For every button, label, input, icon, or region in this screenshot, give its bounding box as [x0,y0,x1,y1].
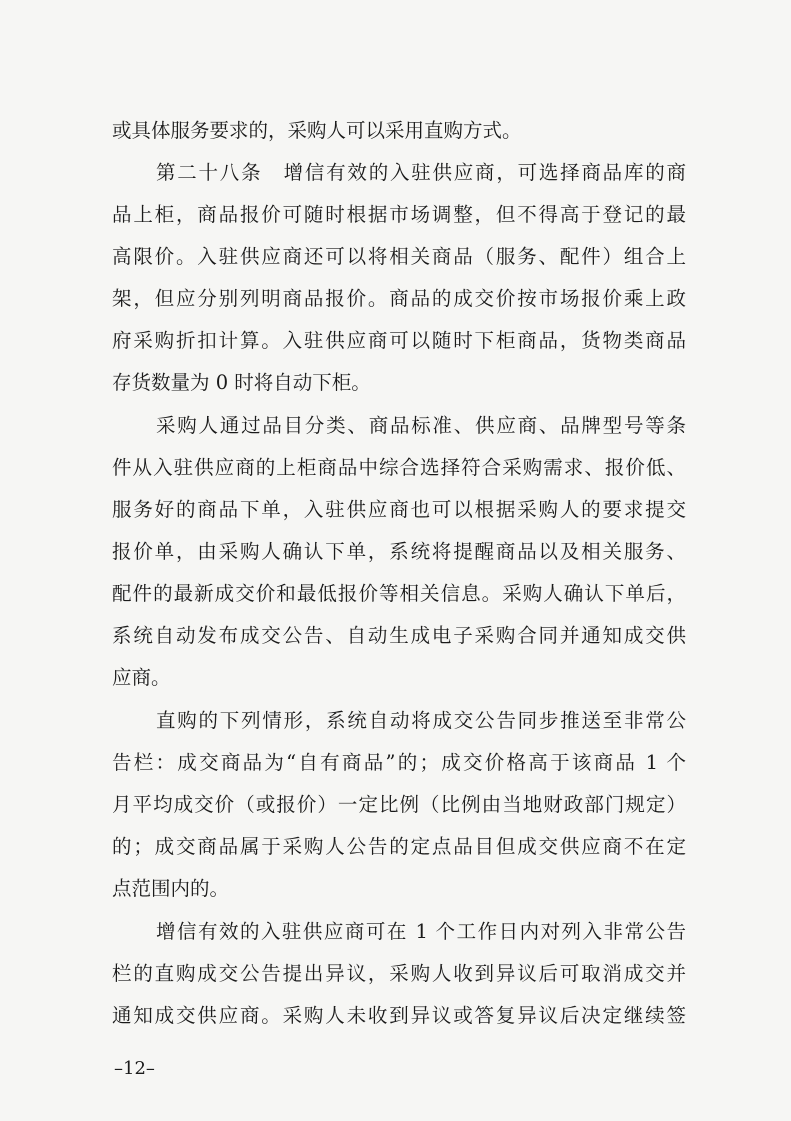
text-line: 栏的直购成交公告提出异议，采购人收到异议后可取消成交并 [112,962,686,985]
text-line: 件从入驻供应商的上柜商品中综合选择符合采购需求、报价低、 [112,456,686,479]
text-line: 府采购折扣计算。入驻供应商可以随时下柜商品，货物类商品 [112,329,686,352]
text-line: 品上柜，商品报价可随时根据市场调整，但不得高于登记的最 [112,203,686,226]
text-line: 月平均成交价（或报价）一定比例（比例由当地财政部门规定） [112,793,686,816]
paragraph-start-line: 直购的下列情形，系统自动将成交公告同步推送至非常公 [156,709,686,732]
text-line: 的；成交商品属于采购人公告的定点品目但成交供应商不在定 [112,835,686,858]
text-line: 高限价。入驻供应商还可以将相关商品（服务、配件）组合上 [112,245,686,268]
text-line: 架，但应分别列明商品报价。商品的成交价按市场报价乘上政 [112,287,686,310]
text-line: 存货数量为 0 时将自动下柜。 [112,371,371,394]
text-line: 通知成交供应商。采购人未收到异议或答复异议后决定继续签 [112,1004,686,1027]
text-line: 系统自动发布成交公告、自动生成电子采购合同并通知成交供 [112,624,686,647]
paragraph-start-line: 增信有效的入驻供应商可在 1 个工作日内对列入非常公告 [156,920,686,943]
text-line: 应商。 [112,666,171,689]
article-28-heading-line: 第二十八条 增信有效的入驻供应商，可选择商品库的商 [156,161,686,184]
page-number: –12– [114,1058,155,1079]
text-line: 告栏：成交商品为“自有商品”的；成交价格高于该商品 1 个 [112,751,686,774]
text-line: 点范围内的。 [112,877,230,900]
paragraph-start-line: 采购人通过品目分类、商品标准、供应商、品牌型号等条 [156,414,686,437]
text-line: 报价单，由采购人确认下单，系统将提醒商品以及相关服务、 [112,540,686,563]
text-line: 配件的最新成交价和最低报价等相关信息。采购人确认下单后， [112,582,686,605]
text-line: 或具体服务要求的，采购人可以采用直购方式。 [112,119,522,142]
text-line: 服务好的商品下单，入驻供应商也可以根据采购人的要求提交 [112,498,686,521]
